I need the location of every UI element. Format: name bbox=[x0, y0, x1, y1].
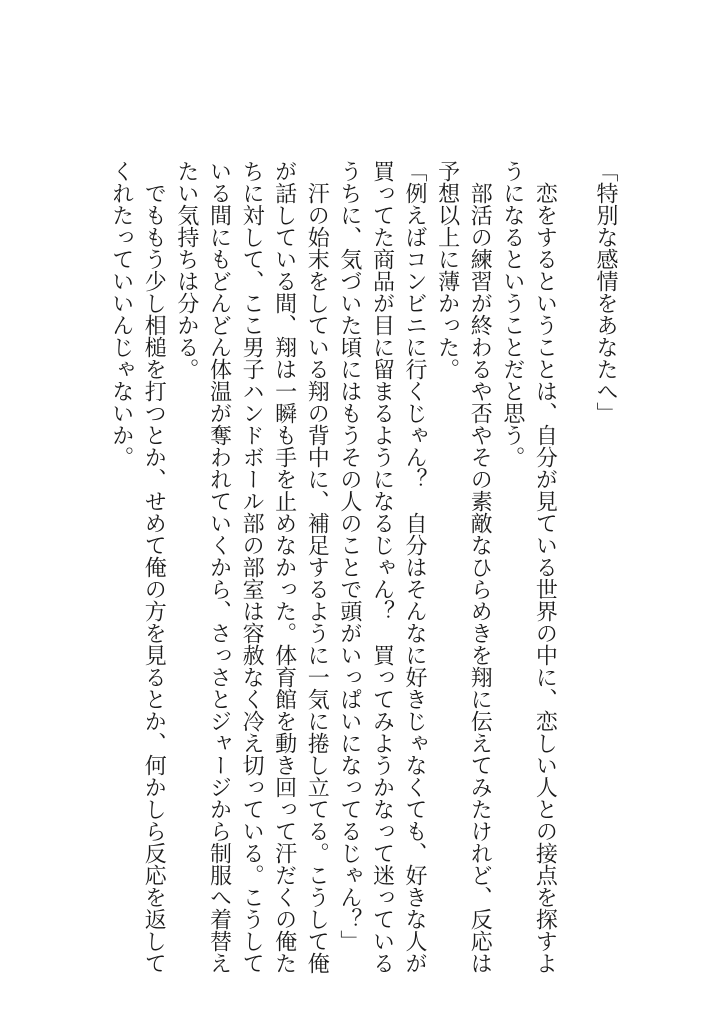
text-line: でももう少し相槌を打つとか、せめて俺の方を見るとか、何かしら反応を返して bbox=[141, 160, 167, 974]
text-line: 予想以上に薄かった。 bbox=[434, 160, 460, 380]
text-line: うになるということだと思う。 bbox=[499, 160, 525, 468]
text-line: いる間にもどんどん体温が奪われていくから、さっさとジャージから制服へ着替え bbox=[206, 160, 232, 974]
vertical-text-block bbox=[101, 160, 621, 974]
text-line: が話している間、翔は一瞬も手を止めなかった。体育館を動き回って汗だくの俺た bbox=[271, 160, 297, 974]
text-line: たい気持ちは分かる。 bbox=[173, 160, 199, 380]
text-line: 買ってた商品が目に留まるようになるじゃん？ 買ってみようかなって迷っている bbox=[369, 160, 395, 974]
text-line: 「例えばコンビニに行くじゃん？ 自分はそんなに好きじゃなくても、好きな人が bbox=[402, 160, 428, 974]
text-line: くれたっていいんじゃないか。 bbox=[108, 160, 134, 468]
text-line: うちに、気づいた頃にはもうその人のことで頭がいっぱいになってるじゃん？」 bbox=[336, 160, 362, 952]
text-line: 部活の練習が終わるや否やその素敵なひらめきを翔に伝えてみたけれど、反応は bbox=[467, 160, 493, 974]
chapter-title: 「特別な感情をあなたへ」 bbox=[593, 160, 618, 424]
text-line: ちに対して、ここ男子ハンドボール部の部室は容赦なく冷え切っている。こうして bbox=[239, 160, 265, 974]
text-line: 恋をするということは、自分が見ている世界の中に、恋しい人との接点を探すよ bbox=[532, 160, 558, 974]
text-line: 汗の始末をしている翔の背中に、補足するように一気に捲し立てる。こうして俺 bbox=[304, 160, 330, 974]
